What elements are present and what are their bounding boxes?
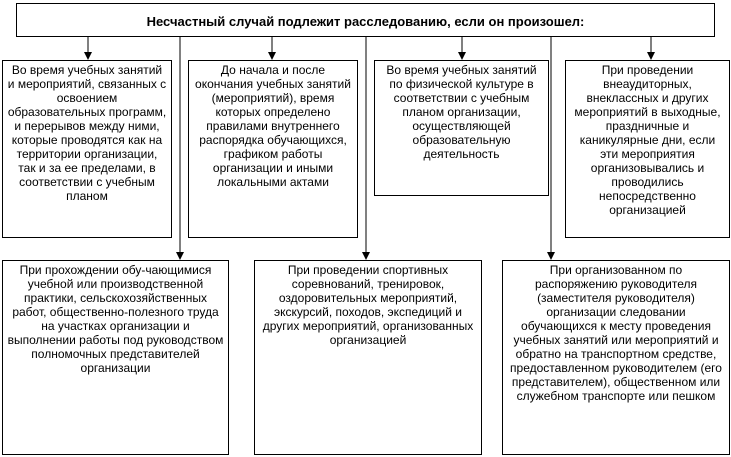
top-box-2: До начала и после окончания учебных занятий (мероприятий), время которых определено правилами внутреннего распорядка обучающихся, графиком работы организации и иными локальными актами <box>188 60 358 238</box>
diagram-title-box <box>16 3 715 37</box>
bottom-box-2: При проведении спортивных соревнований, тренировок, оздоровительных мероприятий, экскурсий, походов, экспедиций и других мероприятий, организованных организацией <box>254 260 482 455</box>
top-box-3: Во время учебных занятий по физической культуре в соответствии с учебным планом организации, осуществляющей образовательную деятельность <box>374 60 549 196</box>
bottom-box-1: При прохождении обу-чающимися учебной или производственной практики, сельскохозяйственных работ, общественно-полезного труда на участках организации и выполнении работы под руководством полномочных представителей организации <box>2 260 229 455</box>
top-box-4: При проведении внеаудиторных, внеклассных и других мероприятий в выходные, праздничные и каникулярные дни, если эти мероприятия организовывались и проводились непосредственно организацией <box>565 60 730 238</box>
top-box-1: Во время учебных занятий и мероприятий, связанных с освоением образовательных программ, и перерывов между ними, которые проводятся как на территории организации, так и за ее пределами, в соответствии с учебным планом <box>2 60 172 238</box>
diagram-title: Несчастный случай подлежит расследованию, если он произошел: <box>146 14 585 29</box>
bottom-box-3: При организованном по распоряжению руководителя (заместителя руководителя) организации следовании обучающихся к месту проведения учебных занятий или мероприятий и обратно на транспортном средстве, предоставленном руководителем (его представителем), общественном или служебном транспорте или пешком <box>502 260 730 455</box>
